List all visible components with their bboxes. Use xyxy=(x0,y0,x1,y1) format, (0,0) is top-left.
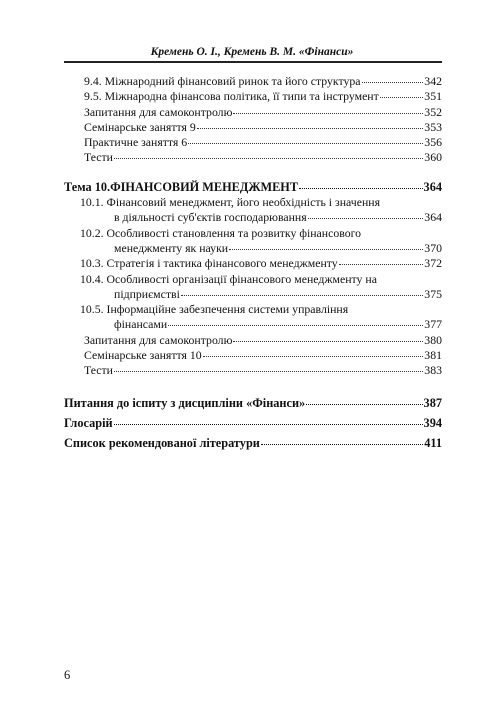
toc-entry-self-control-10[interactable] xyxy=(64,333,442,348)
toc-entry-title-line2: фінансами xyxy=(114,317,168,332)
toc-entry-title-line2: менеджменту як науки xyxy=(114,240,229,255)
toc-entry-title: Семінарське заняття 9 xyxy=(84,119,196,134)
toc-entry-page: 356 xyxy=(424,135,442,150)
toc-entry-title: Семінарське заняття 10 xyxy=(84,348,202,363)
toc-entry-9-4[interactable] xyxy=(64,74,442,89)
toc-entry-title-line2: в діяльності суб'єктів господарювання xyxy=(114,210,307,225)
toc-entry-title-line2: підприємстві xyxy=(114,286,180,301)
dot-leader xyxy=(362,76,424,83)
dot-leader xyxy=(203,350,424,357)
toc-entry-title: Тести xyxy=(84,150,113,165)
toc-entry-10-1[interactable] xyxy=(64,195,442,226)
toc-entry-tests-9[interactable] xyxy=(64,150,442,165)
toc-entry-page: 387 xyxy=(423,395,442,410)
toc-entry-seminar-9[interactable] xyxy=(64,120,442,135)
toc-entry-page: 360 xyxy=(424,150,442,165)
dot-leader xyxy=(168,319,423,326)
toc-glossary[interactable] xyxy=(64,413,442,433)
toc-entry-practical-6[interactable] xyxy=(64,135,442,150)
toc-bibliography[interactable] xyxy=(64,433,442,453)
toc-entry-page: 364 xyxy=(423,179,442,194)
table-of-contents xyxy=(64,74,442,453)
topic-prefix: Тема 10. xyxy=(64,179,111,194)
toc-entry-title: 9.4. Міжнародний фінансовий ринок та його структура xyxy=(84,74,361,88)
topic-title: ФІНАНСОВИЙ МЕНЕДЖМЕНТ xyxy=(110,179,299,194)
toc-entry-10-4[interactable] xyxy=(64,272,442,303)
toc-entry-title-line1: 10.5. Інформаційне забезпечення системи управління xyxy=(80,302,349,317)
dot-leader xyxy=(308,212,424,219)
toc-entry-title: Тести xyxy=(84,363,113,378)
toc-entry-page: 364 xyxy=(424,210,442,225)
toc-entry-title: Список рекомендованої літератури xyxy=(64,435,260,450)
dot-leader xyxy=(261,437,423,445)
toc-entry-10-5[interactable] xyxy=(64,302,442,333)
toc-entry-page: 377 xyxy=(424,317,442,332)
toc-entry-tests-10[interactable] xyxy=(64,363,442,378)
dot-leader xyxy=(188,137,423,144)
dot-leader xyxy=(306,397,422,405)
toc-topic-label xyxy=(64,180,298,195)
toc-entry-page: 375 xyxy=(424,286,442,301)
toc-entry-10-3[interactable] xyxy=(64,256,442,271)
toc-entry-page: 353 xyxy=(424,119,442,134)
dot-leader xyxy=(114,365,423,372)
dot-leader xyxy=(114,417,423,425)
toc-entry-title: Питання до іспиту з дисципліни «Фінанси» xyxy=(64,395,306,410)
page-number: 6 xyxy=(64,668,71,682)
toc-entry-title-line1: 10.2. Особливості становлення та розвитку фінансового xyxy=(80,225,362,240)
dot-leader xyxy=(299,181,422,189)
toc-entry-title: Запитання для самоконтролю xyxy=(84,332,233,347)
toc-topic-10[interactable] xyxy=(64,180,442,195)
header-rule xyxy=(64,61,442,63)
toc-entry-10-2[interactable] xyxy=(64,226,442,257)
toc-entry-page: 342 xyxy=(424,74,442,88)
toc-entry-title-line1: 10.1. Фінансовий менеджмент, його необхідність і значення xyxy=(80,195,380,210)
toc-entry-self-control-9[interactable] xyxy=(64,105,442,120)
toc-entry-page: 394 xyxy=(423,415,442,430)
dot-leader xyxy=(339,258,424,265)
toc-entry-page: 383 xyxy=(424,363,442,378)
dot-leader xyxy=(229,242,423,249)
toc-entry-page: 411 xyxy=(424,435,442,450)
toc-entry-page: 351 xyxy=(424,89,442,104)
toc-entry-page: 381 xyxy=(424,348,442,363)
toc-entry-page: 352 xyxy=(424,104,442,119)
running-title: Кремень О. І., Кремень В. М. «Фінанси» xyxy=(150,46,354,58)
dot-leader xyxy=(197,121,424,128)
dot-leader xyxy=(181,288,423,295)
toc-entry-seminar-10[interactable] xyxy=(64,348,442,363)
toc-entry-title: Глосарій xyxy=(64,415,113,430)
dot-leader xyxy=(233,106,423,113)
toc-entry-title: 9.5. Міжнародна фінансова політика, її типи та інструмент xyxy=(84,89,379,104)
toc-entry-title-line1: 10.4. Особливості організації фінансового менеджменту на xyxy=(80,271,377,286)
dot-leader xyxy=(380,91,424,98)
toc-entry-page: 380 xyxy=(424,332,442,347)
toc-entry-page: 370 xyxy=(424,240,442,255)
toc-entry-9-5[interactable] xyxy=(64,89,442,104)
dot-leader xyxy=(233,334,423,341)
toc-entry-page: 372 xyxy=(424,256,442,271)
toc-entry-title: 10.3. Стратегія і тактика фінансового менеджменту xyxy=(80,256,338,271)
dot-leader xyxy=(114,152,423,159)
toc-entry-title: Запитання для самоконтролю xyxy=(84,104,233,119)
toc-entry-title: Практичне заняття 6 xyxy=(84,135,188,150)
toc-exam-questions[interactable] xyxy=(64,393,442,413)
